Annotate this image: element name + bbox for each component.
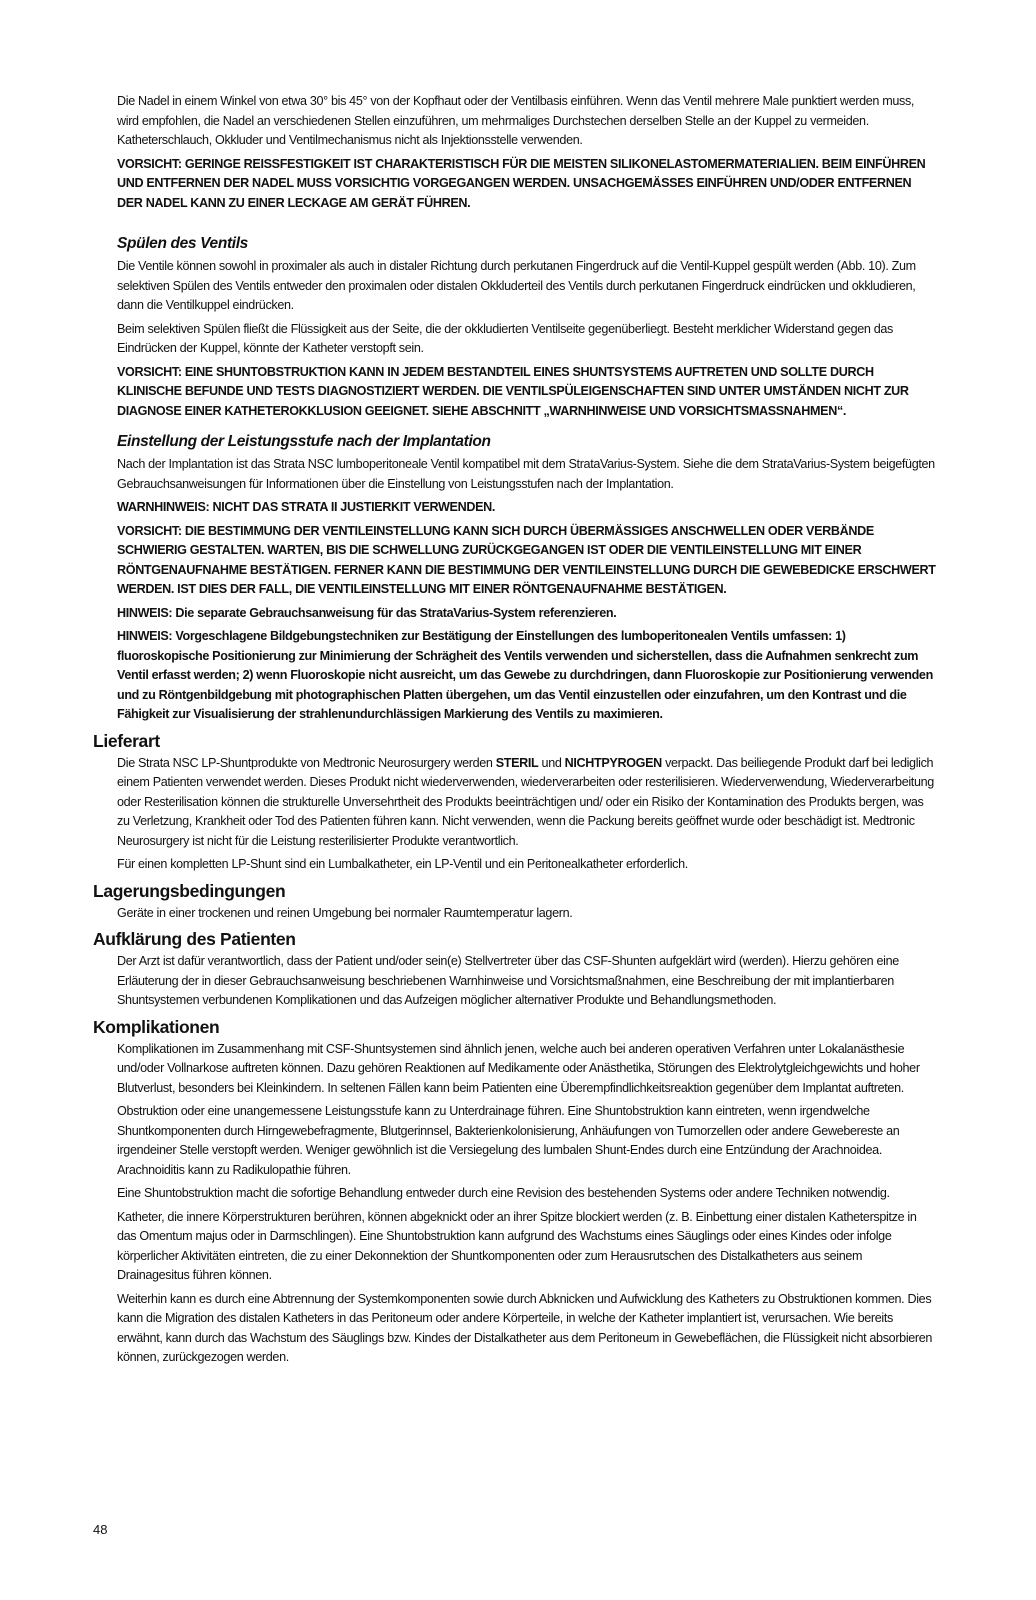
complications-paragraph-2: Obstruktion oder eine unangemessene Leistungsstufe kann zu Unterdrainage führen. Eine Shuntobstruktion kann eintreten, wenn irgendwelche Shuntkomponenten durch Hirngewebefragmente, Blutgerinnsel, Bakterienkolonisierung, Anhäufungen von Tumorzellen oder andere Gewebereste an irgendeiner Stelle verstopft werden. Weniger gewöhnlich ist die Versiegelung des lumbalen Shunt-Endes durch eine Entzündung der Arachnoidea. Arachnoiditis kann zu Radikulopathie führen. [117,1104,900,1177]
warning-strata-ii: WARNHINWEIS: NICHT DAS STRATA II JUSTIERKIT VERWENDEN. [117,500,496,514]
heading-setting-after-implant: Einstellung der Leistungsstufe nach der Implantation [117,433,491,450]
supply-text-a: Die Strata NSC LP-Shuntprodukte von Medtronic Neurosurgery werden [117,755,496,770]
supply-text-b: und [538,755,565,770]
supply-text-c: verpackt. Das beiliegende Produkt darf bei lediglich einem Patienten verwendet werden. Dieses Produkt nicht wiederverwenden, wiederverarbeiten oder resterilisieren. Wiederverwendung, Wiederverarbeitung oder Resterilisation können die strukturelle Unversehrtheit des Produkts beeinträchtigen und/ oder ein Risiko der Kontamination des Produkts bergen, was zu Verletzung, Krankheit oder Tod des Patienten führen kann. Nicht verwenden, wenn die Packung bereits geöffnet wurde oder beschädigt ist. Medtronic Neurosurgery ist nicht für die Leistung resterilisierter Produkte verantwortlich. [117,755,934,848]
note-separate-ifu: HINWEIS: Die separate Gebrauchsanweisung für das StrataVarius-System referenzieren. [117,605,617,620]
heading-complications: Komplikationen [93,1016,220,1037]
heading-flushing-valve: Spülen des Ventils [117,235,248,252]
text-column [93,92,937,1372]
nonpyrogenic-label: NICHTPYROGEN [564,755,662,770]
supply-paragraph-2: Für einen kompletten LP-Shunt sind ein Lumbalkatheter, ein LP-Ventil und ein Peritonealkatheter erforderlich. [117,857,688,871]
complications-paragraph-5: Weiterhin kann es durch eine Abtrennung der Systemkomponenten sowie durch Abknicken und Aufwicklung des Katheters zu Obstruktionen kommen. Dies kann die Migration des distalen Katheters in das Peritoneum oder andere Körperteile, in welche der Katheter implantiert ist, verursachen. Wie bereits erwähnt, kann durch das Wachstum des Säuglings bzw. Kindes der Distalkatheter aus dem Peritoneum in Gewebeflächen, die Flüssigkeit nicht absorbieren können, zurückgezogen werden. [117,1291,933,1364]
complications-paragraph-3: Eine Shuntobstruktion macht die sofortige Behandlung entweder durch eine Revision des bestehenden Systems oder andere Techniken notwendig. [117,1186,890,1200]
heading-storage: Lagerungsbedingungen [93,880,286,901]
heading-supply: Lieferart [93,730,160,751]
heading-patient-education: Aufklärung des Patienten [93,929,296,949]
complications-paragraph-1: Komplikationen im Zusammenhang mit CSF-Shuntsystemen sind ähnlich jenen, welche auch bei anderen operativen Verfahren unter Lokalanästhesie und/oder Vollnarkose auftreten können. Dazu gehören Reaktionen auf Medikamente oder Anästhetika, Störungen des Elektrolytgleichgewichts und hoher Blutverlust, besonders bei Kleinkindern. In seltenen Fällen kann beim Patienten eine Überempfindlichkeitsreaktion gegenüber dem Implantat auftreten. [117,1041,920,1095]
flushing-paragraph-1: Die Ventile können sowohl in proximaler als auch in distaler Richtung durch perkutanen Fingerdruck auf die Ventil-Kuppel gespült werden (Abb. 10). Zum selektiven Spülen des Ventils entweder den proximalen oder distalen Okkluderteil des Ventils durch perkutanen Fingerdruck eindrücken und okkludieren, dann die Ventilkuppel eindrücken. [117,259,916,312]
caution-shunt-obstruction: VORSICHT: EINE SHUNTOBSTRUKTION KANN IN JEDEM BESTANDTEIL EINES SHUNTSYSTEMS AUFTRETEN UND SOLLTE DURCH KLINISCHE BEFUNDE UND TESTS DIAGNOSTIZIERT WERDEN. DIE VENTILSPÜLEIGENSCHAFTEN SIND UNTER UMSTÄNDEN NICHT ZUR DIAGNOSE EINER KATHETEROKKLUSION GEEIGNET. SIEHE ABSCHNITT „WARNHINWEISE UND VORSICHTSMASSNAHMEN“. [117,364,909,418]
needle-insertion-paragraph: Die Nadel in einem Winkel von etwa 30° bis 45° von der Kopfhaut oder der Ventilbasis einführen. Wenn das Ventil mehrere Male punktiert werden muss, wird empfohlen, die Nadel an verschiedenen Stellen einzuführen, um mehrmaliges Durchstechen derselben Stelle an der Kuppel zu vermeiden. Katheterschlauch, Okkluder und Ventilmechanismus nicht als Injektionsstelle verwenden. [117,94,915,147]
storage-paragraph: Geräte in einer trockenen und reinen Umgebung bei normaler Raumtemperatur lagern. [117,905,573,920]
setting-paragraph: Nach der Implantation ist das Strata NSC lumboperitoneale Ventil kompatibel mit dem StrataVarius-System. Siehe die dem StrataVarius-System beigefügten Gebrauchsanweisungen für Informationen über die Einstellung von Leistungsstufen nach der Implantation. [117,457,935,491]
flushing-paragraph-2: Beim selektiven Spülen fließt die Flüssigkeit aus der Seite, die der okkludierten Ventilseite gegenüberliegt. Besteht merklicher Widerstand gegen das Eindrücken der Kuppel, könnte der Katheter verstopft sein. [117,321,893,355]
complications-paragraph-4: Katheter, die innere Körperstrukturen berühren, können abgeknickt oder an ihrer Spitze blockiert werden (z. B. Einbettung einer distalen Katheterspitze in das Omentum majus oder in Darmschlingen). Eine Shuntobstruktion kann aufgrund des Wachstums eines Säuglings oder eines Kindes oder infolge körperlicher Aktivitäten eintreten, die zu einer Dekonnektion der Shuntkomponenten oder zum Herausrutschen des Distalkatheters aus seinem Drainagesitus führen können. [117,1209,917,1282]
sterile-label: STERIL [495,755,539,770]
patient-education-paragraph: Der Arzt ist dafür verantwortlich, dass der Patient und/oder sein(e) Stellvertreter über das CSF-Shunten aufgeklärt wird (werden). Hierzu gehören eine Erläuterung der in dieser Gebrauchsanweisung beschriebenen Warnhinweise und Vorsichtsmaßnahmen, eine Beschreibung der mit implantierbaren Shuntsystemen verbundenen Komplikationen und das Aufzeigen möglicher alternativer Produkte und Behandlungsmethoden. [117,954,899,1007]
caution-valve-setting: VORSICHT: DIE BESTIMMUNG DER VENTILEINSTELLUNG KANN SICH DURCH ÜBERMÄSSIGES ANSCHWELLEN ODER VERBÄNDE SCHWIERIG GESTALTEN. WARTEN, BIS DIE SCHWELLUNG ZURÜCKGEGANGEN IST ODER DIE VENTILEINSTELLUNG MIT EINER RÖNTGENAUFNAHME BESTÄTIGEN. FERNER KANN DIE BESTIMMUNG DER VENTILEINSTELLUNG DURCH DIE GEWEBEDICKE ERSCHWERT WERDEN. IST DIES DER FALL, DIE VENTILEINSTELLUNG MIT EINER RÖNTGENAUFNAHME BESTÄTIGEN. [117,523,936,596]
page-number: 48 [93,1522,108,1537]
note-imaging-techniques: HINWEIS: Vorgeschlagene Bildgebungstechniken zur Bestätigung der Einstellungen des lumboperitonealen Ventils umfassen: 1) fluoroskopische Positionierung zur Minimierung der Schrägheit des Ventils verwenden und sicherstellen, dass die Aufnahmen senkrecht zum Ventil erfasst werden; 2) wenn Fluoroskopie nicht ausreicht, um das Gewebe zu durchdringen, dann Fluoroskopie zur Positionierung verwenden und zu Röntgenbildgebung mit photographischen Platten übergehen, um das Ventil einzustellen oder einzufahren, um den Kontrast und die Fähigkeit zur Visualisierung der strahlenundurchlässigen Markierung des Ventils zu maximieren. [117,629,933,721]
supply-paragraph-1 [117,754,937,852]
caution-needle: VORSICHT: GERINGE REISSFESTIGKEIT IST CHARAKTERISTISCH FÜR DIE MEISTEN SILIKONELASTOMERMATERIALIEN. BEIM EINFÜHREN UND ENTFERNEN DER NADEL MUSS VORSICHTIG VORGEGANGEN WERDEN. UNSACHGEMÄSSES EINFÜHREN UND/ODER ENTFERNEN DER NADEL KANN ZU EINER LECKAGE AM GERÄT FÜHREN. [117,156,926,210]
